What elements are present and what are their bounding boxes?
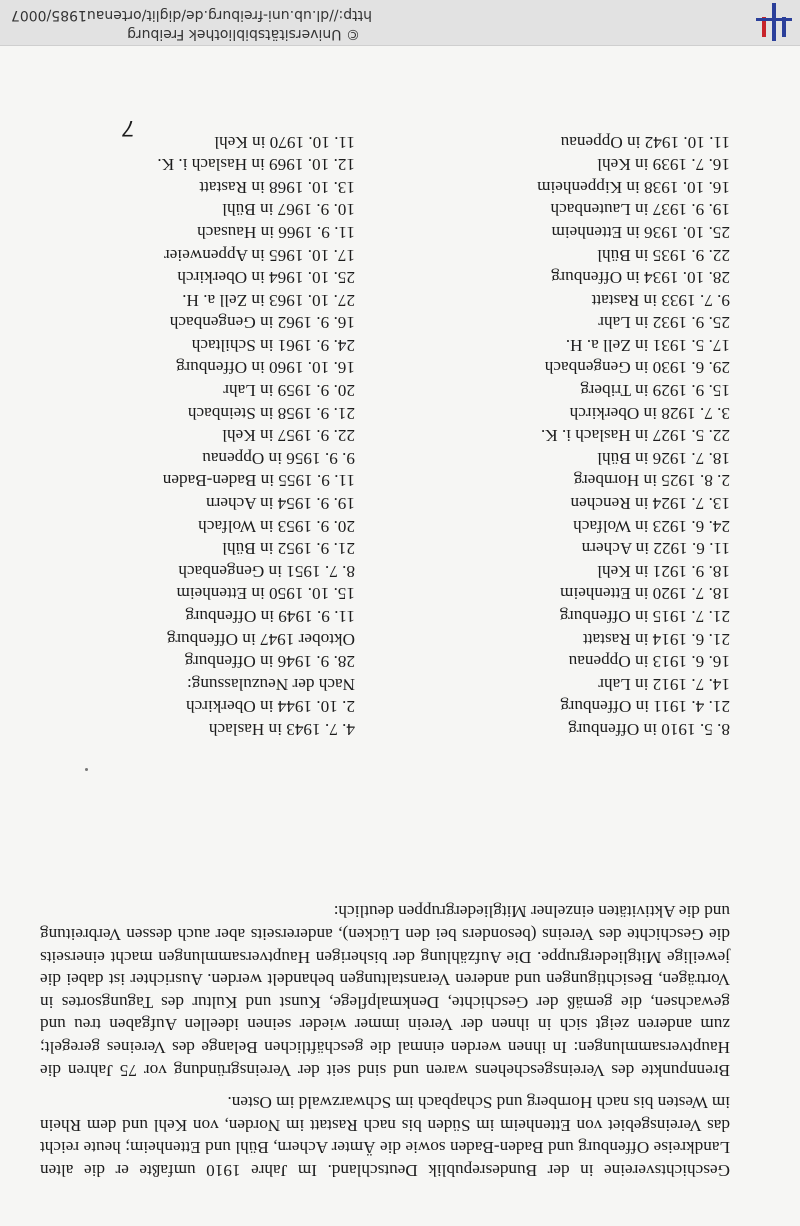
meeting-entry: 17. 5. 1931 in Zell a. H.: [565, 335, 730, 355]
meeting-entry: 15. 10. 1950 in Ettenheim: [176, 584, 355, 604]
meeting-entry: 4. 7. 1943 in Haslach: [208, 720, 355, 739]
meeting-entry: 13. 7. 1924 in Renchen: [570, 494, 730, 514]
meeting-entry: 19. 9. 1937 in Lautenbach: [550, 200, 730, 220]
meeting-entry: 11. 9. 1966 in Hausach: [197, 222, 355, 242]
meeting-entry: 11. 6. 1922 in Achern: [581, 539, 730, 559]
meeting-entry: 2. 10. 1944 in Oberkirch: [186, 697, 355, 717]
meeting-entry: 22. 9. 1935 in Bühl: [597, 245, 730, 265]
meeting-entry: Oktober 1947 in Offenburg: [167, 629, 355, 649]
meeting-entry: 21. 4. 1911 in Offenburg: [560, 697, 730, 717]
meeting-entry: 8. 7. 1951 in Gengenbach: [178, 561, 355, 581]
meeting-entry: 16. 10. 1960 in Offenburg: [176, 358, 355, 378]
meeting-entry: 11. 9. 1955 in Baden-Baden: [162, 471, 355, 491]
meeting-entry: 18. 9. 1921 in Kehl: [597, 561, 730, 581]
paper-sheet: [0, 46, 800, 1226]
university-logo-icon: [750, 3, 800, 41]
meeting-entry: 17. 10. 1965 in Appenweier: [164, 245, 355, 265]
meeting-entry: 25. 10. 1936 in Ettenheim: [551, 222, 730, 242]
meeting-entry: 27. 10. 1963 in Zell a. H.: [182, 290, 355, 310]
meeting-entry: 16. 10. 1938 in Kippenheim: [537, 177, 730, 197]
meeting-entry: 22. 5. 1927 in Haslach i. K.: [540, 426, 730, 446]
meeting-entry: 24. 6. 1923 in Wolfach: [573, 516, 730, 536]
meeting-entry: 29. 6. 1930 in Gengenbach: [544, 358, 730, 378]
meeting-entry: 25. 9. 1932 in Lahr: [598, 313, 730, 333]
copyright-text: © Universitätsbibliothek Freiburg: [127, 26, 360, 42]
meeting-entry: 9. 9. 1956 in Oppenau: [202, 448, 355, 468]
meeting-entry: 21. 9. 1958 in Steinbach: [187, 403, 355, 423]
meeting-entry: 13. 10. 1968 in Rastatt: [199, 177, 355, 197]
scan-speck: [85, 768, 88, 771]
meeting-entry: 11. 10. 1942 in Oppenau: [560, 132, 730, 152]
meeting-entry: 8. 5. 1910 in Offenburg: [568, 720, 730, 739]
page-number: 7: [122, 116, 135, 141]
meeting-entry: 20. 9. 1953 in Wolfach: [198, 516, 355, 536]
meeting-entry: 25. 10. 1964 in Oberkirch: [177, 268, 355, 288]
meeting-entry: 21. 9. 1952 in Bühl: [222, 539, 355, 559]
meeting-entry: 16. 6. 1913 in Oppenau: [568, 652, 730, 672]
source-url-link[interactable]: http://dl.ub.uni-freiburg.de/diglit/ortenau1985/0007: [10, 7, 372, 23]
meeting-entry: 28. 9. 1946 in Offenburg: [184, 652, 355, 672]
meeting-entry: 9. 7. 1933 in Rastatt: [591, 290, 730, 310]
meetings-list-right: [55, 130, 355, 740]
meeting-entry: 12. 10. 1969 in Haslach i. K.: [157, 155, 355, 175]
meeting-entry: 15. 9. 1929 in Triberg: [580, 381, 730, 401]
intro-text: [40, 900, 730, 1181]
meeting-entry: 28. 10. 1934 in Offenburg: [551, 268, 730, 288]
meeting-entry: 21. 6. 1914 in Rastatt: [582, 629, 730, 649]
meeting-entry: 11. 10. 1970 in Kehl: [214, 132, 355, 152]
meeting-entry: 10. 9. 1967 in Bühl: [222, 200, 355, 220]
meeting-entry: 11. 9. 1949 in Offenburg: [185, 607, 355, 627]
footer-bar: [0, 0, 800, 46]
meeting-entry: 19. 9. 1954 in Achern: [206, 494, 355, 514]
meeting-entry: 18. 7. 1926 in Bühl: [597, 448, 730, 468]
meeting-entry: 18. 7. 1920 in Ettenheim: [560, 584, 730, 604]
intro-paragraph-1: Geschichtsvereine in der Bundesrepublik Deutschland. Im Jahre 1910 umfaßte er die alten Landkreise Offenburg und Baden-Baden sowie die Ämter Achern, Bühl und Ettenheim; heute reicht das Vereinsgebiet von Ettenheim im Süden bis nach Rastatt im Norden, von Kehl und dem Rhein im Westen bis nach Hornberg und Schapbach im Schwarzwald im Osten.: [40, 1093, 730, 1180]
intro-paragraph-2: Brennpunkte des Vereinsgeschehens waren und sind seit der Vereinsgründung vor 75 Jahren die Hauptversammlungen: In ihnen werden einmal die geschäftlichen Belange des Vereines geregelt; zum anderen zeigt sich in ihnen der Verein immer wieder seinen ideellen Aufgaben treu und gewachsen, die gemäß der Geschichte, Denkmalpflege, Kunst und Kultur des Tagungsortes in Vorträgen, Besichtigungen und anderen Veranstaltungen behandelt werden. Ausrichter ist dabei die jeweilige Mitgliedergruppe. Die Aufzählung der bisherigen Hauptversammlungen macht einerseits die Geschichte des Vereins (besonders bei den Lücken), andererseits aber auch dessen Verbreitung und die Aktivitäten einzelner Mitgliedergruppen deutlich:: [40, 902, 730, 1080]
meeting-entry: 2. 8. 1925 in Hornberg: [573, 471, 730, 491]
meeting-entry: 24. 9. 1961 in Schiltach: [191, 335, 355, 355]
meeting-entry: 20. 9. 1959 in Lahr: [223, 381, 355, 401]
meeting-entry: 21. 7. 1915 in Offenburg: [559, 607, 730, 627]
meeting-entry: Nach der Neuzulassung:: [187, 674, 355, 694]
meetings-list-left: [470, 130, 730, 740]
meeting-entry: 22. 9. 1957 in Kehl: [222, 426, 355, 446]
meeting-entry: 3. 7. 1928 in Oberkirch: [569, 403, 730, 423]
meeting-entry: 16. 9. 1962 in Gengenbach: [169, 313, 355, 333]
meeting-entry: 14. 7. 1912 in Lahr: [598, 674, 730, 694]
meeting-entry: 16. 7. 1939 in Kehl: [597, 155, 730, 175]
